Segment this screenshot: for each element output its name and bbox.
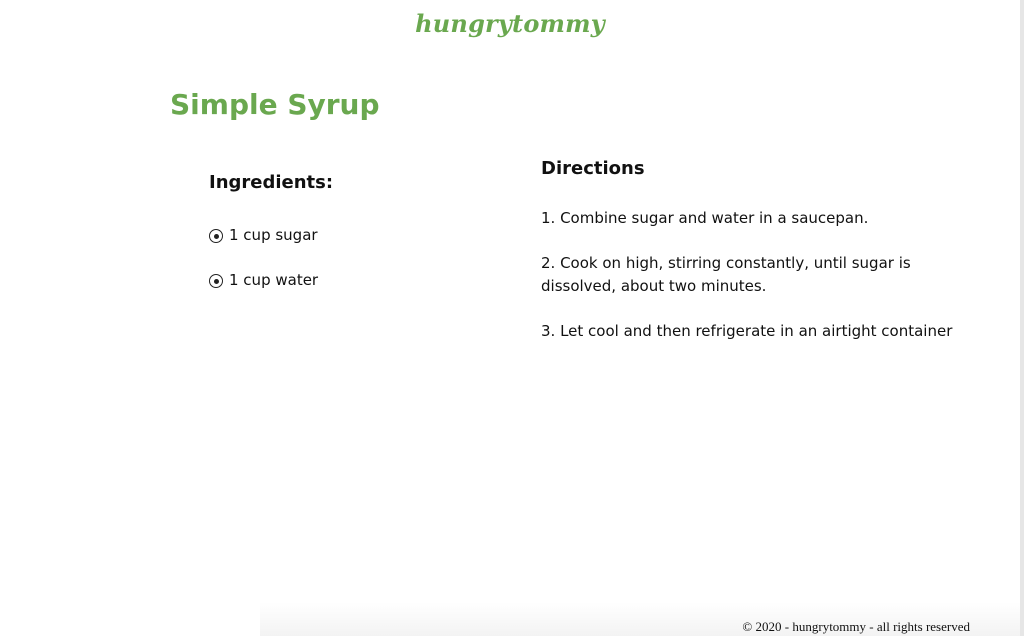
recipe-title: Simple Syrup <box>170 88 380 121</box>
ingredients-heading: Ingredients: <box>209 172 334 193</box>
direction-step: 1. Combine sugar and water in a saucepan. <box>541 209 869 227</box>
ingredient-label: 1 cup sugar <box>229 226 318 244</box>
ingredient-item <box>209 226 318 271</box>
footer <box>260 602 1020 636</box>
directions-heading: Directions <box>541 158 645 179</box>
radio-bullet-icon <box>209 274 223 288</box>
ingredient-label: 1 cup water <box>229 271 319 289</box>
copyright-text: © 2020 - hungrytommy - all rights reserved <box>742 619 970 634</box>
ingredient-list <box>209 226 318 316</box>
site-logo[interactable]: hungrytommy <box>415 9 605 38</box>
ingredient-item <box>209 271 318 316</box>
direction-step: 3. Let cool and then refrigerate in an airtight container <box>541 322 953 340</box>
direction-step: 2. Cook on high, stirring constantly, until sugar is dissolved, about two minutes. <box>541 254 911 295</box>
direction-list <box>541 207 961 365</box>
radio-bullet-icon <box>209 229 223 243</box>
page-edge <box>1020 0 1024 636</box>
